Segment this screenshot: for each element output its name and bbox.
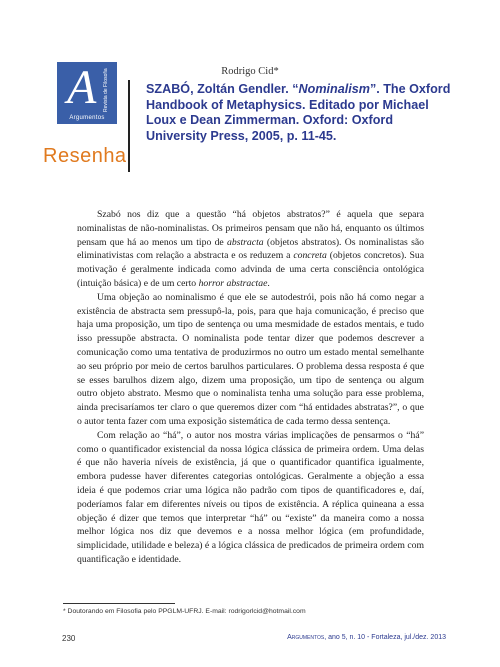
journal-logo [57, 62, 117, 124]
p1-italic-horror: horror abstractae [198, 277, 268, 289]
logo-letter: A [67, 62, 97, 114]
article-body [77, 208, 424, 567]
journal-citation-line [287, 634, 446, 641]
review-reference [146, 82, 456, 144]
journal-issue: , ano 5, n. 10 - Fortaleza, jul./dez. 2013 [324, 634, 446, 641]
reference-title-italic: Nominalism [298, 82, 370, 96]
footnote: * Doutorando em Filosofia pelo PPGLM-UFRJ. E-mail: rodrigorlcid@hotmail.com [63, 608, 306, 615]
p1-text-c: (objetos abstratos). Os nominalistas são eliminativistas com relação a abstracta e os reduzem a [77, 236, 424, 262]
p1-italic-concreta: concreta [293, 250, 327, 262]
footnote-rule [63, 603, 175, 604]
paragraph-2: Uma objeção ao nominalismo é que ele se autodestrói, pois não há como negar a existência de abstracta sem pressupô-la, pois, para que haja comunicação, é preciso que haja uma proposição, um tipo de sentença ou uma mesmidade de estados mentais, e tudo isso pressupõe abstracta. O nominalista pode tentar dizer que podemos descrever a comunicação como uma tentativa de produzirmos no outro um estado mental semelhante ao seu próprio por meio de certos barulhos particulares. O problema dessa resposta é que se esses barulhos dizem algo, dizem uma proposição, um tipo de sentença ou algum outro objeto abstrato. Mesmo que o nominalista tenha uma solução para esse problema, ainda precisaríamos ter claro o que queremos dizer com “há entidades abstratas?”, o que o autor tenta fazer com uma exposição sistemática de cada termo dessa sentença. [77, 291, 424, 427]
logo-subtitle: Revista de Filosofia [103, 68, 109, 112]
page-number: 230 [62, 634, 76, 643]
author-name: Rodrigo Cid* [221, 66, 279, 77]
p1-text-g: . [267, 277, 270, 289]
p1-italic-abstracta: abstracta [227, 236, 264, 248]
paragraph-1 [77, 208, 424, 291]
reference-part2: ”. The Oxford Handbook of Metaphysics. Editado por Michael Loux e Dean Zimmerman. Oxford: Oxford University Press, 2005, p. 11-45. [146, 82, 451, 143]
journal-name: Argumentos [287, 634, 325, 641]
p1-text-a: Szabó nos diz que a questão “há objetos abstratos?” é aquela que separa nominalistas de não-nominalistas. Os primeiros pensam que não há, enquanto os últimos pensam que há ao menos um tipo de [77, 209, 424, 248]
p1-text-e: (objetos concretos). Sua motivação é geralmente indicada como advinda de uma certa consciência ontológica (intuição básica) e de um certo [77, 250, 424, 289]
logo-wordmark: Argumentos [69, 115, 105, 121]
paragraph-3: Com relação ao “há”, o autor nos mostra várias implicações de pensarmos o “há” como o quantificador existencial da nossa lógica clássica de primeira ordem. Uma delas é que não haveria níveis de existência, já que o quantificador quantifica igualmente, embora pudesse haver diferentes categorias ontológicas. Geralmente a objeção a essa ideia é que podemos criar uma lógica não padrão com tipos de quantificadores e, daí, poderíamos falar em diferentes níveis ou tipos de existência. A réplica quineana a essa objeção é dizer que temos que interpretar “há” ou “existe” da maneira como a nossa melhor lógica nos diz que devemos e a nossa melhor lógica (em profundidade, simplicidade, utilidade e beleza) é a lógica clássica de predicados de primeira ordem com quantificação e identidade. [77, 429, 424, 565]
section-label: Resenha [43, 145, 127, 167]
reference-part1: SZABÓ, Zoltán Gendler. “ [146, 82, 299, 96]
header-divider [128, 80, 130, 172]
